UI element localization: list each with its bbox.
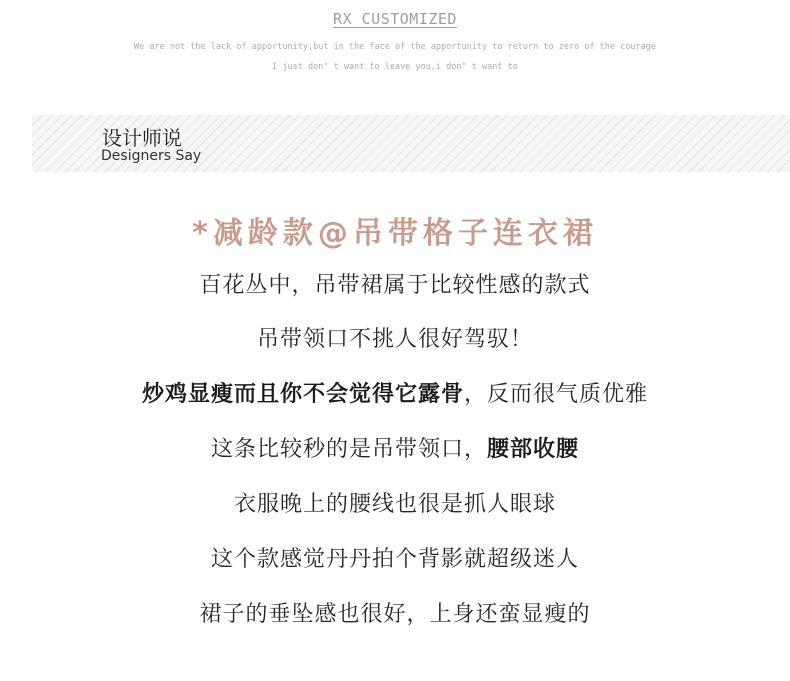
- banner-title-cn: 设计师说: [102, 126, 182, 150]
- line-text: 这条比较秒的是吊带领口，: [210, 437, 487, 462]
- line-text: 吊带领口不挑人很好驾驭！: [256, 327, 533, 352]
- line-emphasis: 炒鸡显瘦而且你不会觉得它露骨: [141, 382, 464, 407]
- line-text: 这个款感觉丹丹拍个背影就超级迷人: [210, 547, 579, 572]
- description-line-4: [0, 432, 790, 463]
- line-text: 衣服晚上的腰线也很是抓人眼球: [233, 492, 556, 517]
- description-line-6: [0, 542, 790, 573]
- line-text: 裙子的垂坠感也很好，上身还蛮显瘦的: [199, 602, 591, 627]
- line-text: ，反而很气质优雅: [464, 382, 649, 407]
- brand-title: RX CUSTOMIZED: [333, 10, 457, 28]
- description-line-3: [0, 377, 790, 408]
- description-line-7: [0, 597, 790, 628]
- tagline-line-1: We are not the lack of apportunity,but in the face of the apportunity to return to zero of the courage: [134, 42, 656, 52]
- designers-say-banner: [32, 115, 790, 172]
- description-line-1: [0, 268, 790, 299]
- line-text: 百花丛中，吊带裙属于比较性感的款式: [199, 273, 591, 298]
- description-line-2: [0, 322, 790, 353]
- product-headline: *减龄款@吊带格子连衣裙: [192, 216, 598, 251]
- description-line-5: [0, 487, 790, 518]
- line-emphasis: 腰部收腰: [487, 437, 580, 462]
- tagline-line-2: I just don" t want to leave you,i don" t want to: [272, 62, 518, 72]
- banner-title-en: Designers Say: [101, 148, 202, 164]
